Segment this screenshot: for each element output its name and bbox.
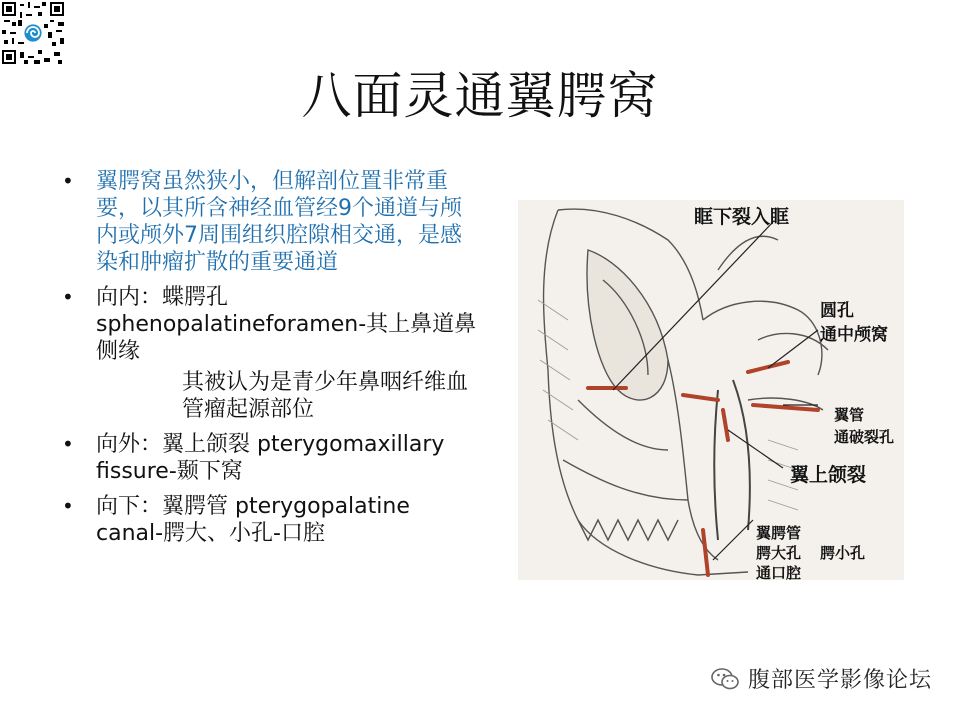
label-foramen-rotundum-sub: 通中颅窝 xyxy=(820,325,888,345)
wechat-icon xyxy=(710,666,740,692)
label-oral-cavity: 通口腔 xyxy=(756,564,802,582)
bullet-item xyxy=(62,493,482,547)
bullet-dot-icon: • xyxy=(62,169,74,193)
label-palatine-canal: 翼腭管 xyxy=(756,524,802,542)
footer-watermark xyxy=(710,663,932,694)
bullet-text-medial: 向内：蝶腭孔 sphenopalatineforamen-其上鼻道鼻侧缘 xyxy=(96,285,477,364)
bullet-item xyxy=(62,168,482,276)
bullet-dot-icon: • xyxy=(62,432,74,456)
bullet-text-medial-extra: 其被认为是青少年鼻咽纤维血管瘤起源部位 xyxy=(182,370,469,422)
bullet-text-inferior: 向下：翼腭管 pterygopalatine canal-腭大、小孔-口腔 xyxy=(96,494,410,546)
label-pterygomaxillary: 翼上颌裂 xyxy=(790,464,867,486)
label-pterygoid-canal-sub: 通破裂孔 xyxy=(834,428,895,446)
label-orbit: 眶下裂入眶 xyxy=(694,206,790,228)
bullet-dot-icon: • xyxy=(62,494,74,518)
footer-text: 腹部医学影像论坛 xyxy=(747,668,932,693)
label-foramen-rotundum: 圆孔 xyxy=(820,301,854,321)
bullet-item xyxy=(62,284,482,423)
skull-illustration xyxy=(518,200,904,580)
label-lesser-palatine: 腭小孔 xyxy=(820,544,866,562)
label-greater-palatine: 腭大孔 xyxy=(756,544,802,562)
bullet-list xyxy=(62,168,482,555)
bullet-dot-icon: • xyxy=(62,285,74,309)
label-pterygoid-canal: 翼管 xyxy=(834,406,865,424)
bullet-text-lateral: 向外：翼上颌裂 pterygomaxillary fissure-颞下窝 xyxy=(96,432,445,484)
slide-title: 八面灵通翼腭窝 xyxy=(301,67,659,125)
anatomy-figure xyxy=(518,200,904,580)
bullet-text-intro: 翼腭窝虽然狭小，但解剖位置非常重要，以其所含神经血管经9个通道与颅内或颅外7周围组织腔隙相交通，是感染和肿瘤扩散的重要通道 xyxy=(96,169,462,275)
bullet-item xyxy=(62,431,482,485)
